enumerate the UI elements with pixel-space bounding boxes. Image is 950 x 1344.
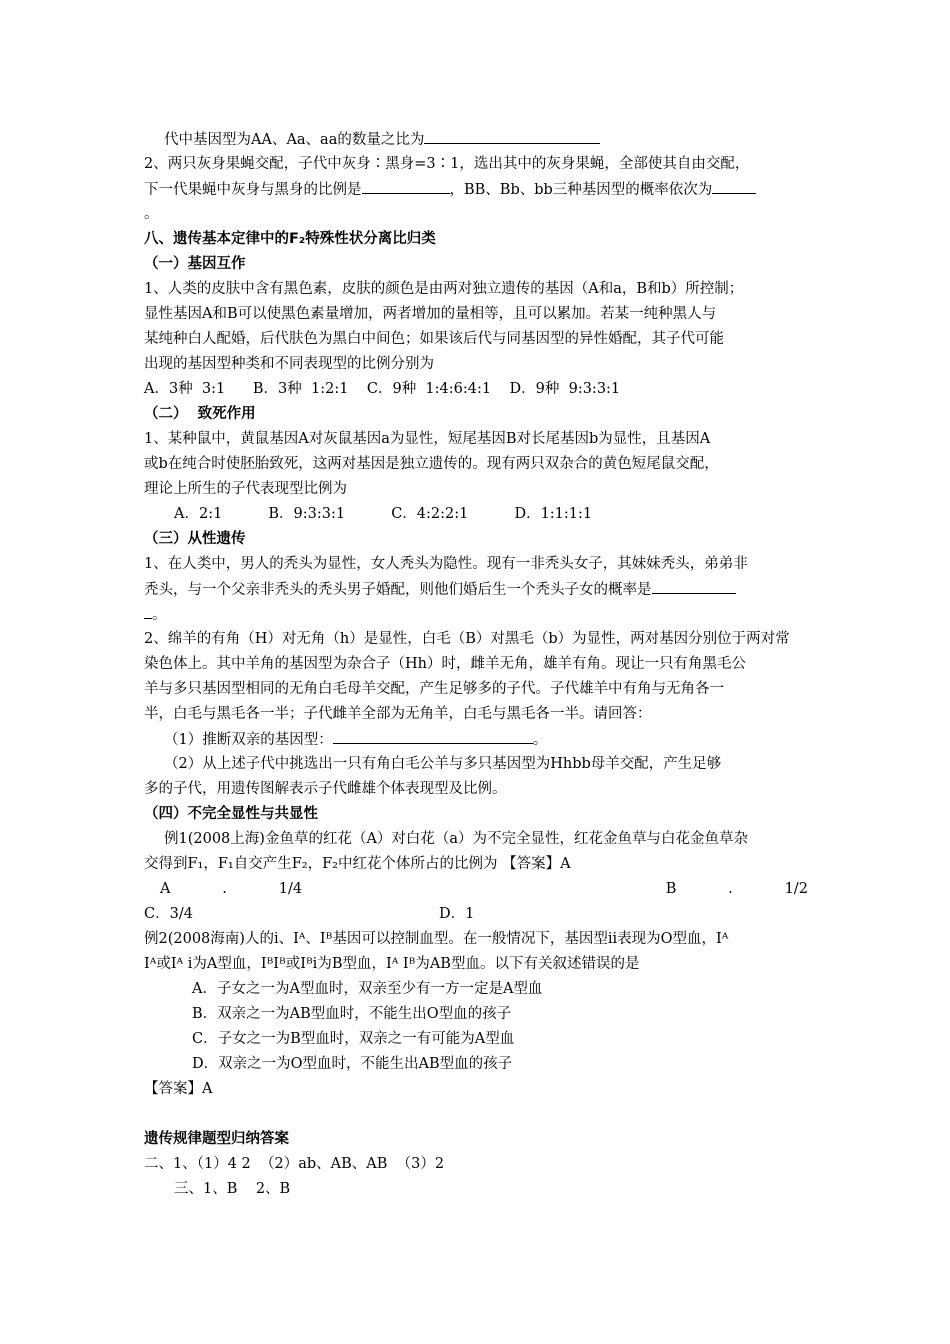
option-c: C．子女之一为B型血时，双亲之一有可能为A型血 — [192, 1031, 515, 1047]
option-d: D．双亲之一为O型血时，不能生出AB型血的孩子 — [192, 1056, 513, 1072]
text-line: （2）从上述子代中挑选出一只有角白毛公羊与多只基因型为Hhbb母羊交配，产生足够 — [164, 756, 722, 772]
answer-line: 二、1、（1）4 2 （2）ab、AB、AB （3）2 — [144, 1156, 445, 1172]
text-line: 例1(2008上海)金鱼草的红花（A）对白花（a）为不完全显性，红花金鱼草与白花金鱼草杂 — [164, 831, 749, 847]
text-line: Iᴬ或Iᴬ i为A型血，IᴮIᴮ或Iᴮi为B型血，Iᴬ Iᴮ为AB型血。以下有关叙述错误的是 — [144, 956, 640, 972]
answer-blank[interactable] — [652, 577, 736, 594]
text-line: 。 — [144, 602, 808, 627]
text-line: 半，白毛与黑毛各一半；子代雌羊全部为无角羊，白毛与黑毛各一半。请回答： — [144, 706, 652, 722]
subsection-heading: （一）基因互作 — [144, 256, 246, 272]
answer-line: 三、1、B 2、B — [174, 1181, 291, 1197]
text-line: 出现的基因型种类和不同表现型的比例分别为 — [144, 356, 434, 372]
text-line: 。 — [144, 206, 159, 222]
text-line: （1）推断双亲的基因型： 。 — [144, 727, 808, 752]
options-line: A . 1/4 B . 1/2 — [160, 881, 808, 897]
answer-blank[interactable] — [333, 727, 533, 744]
answer-blank[interactable] — [144, 602, 152, 619]
options-line: C．3/4 D．1 — [144, 906, 475, 922]
document-page — [144, 127, 808, 1202]
text-line: 羊与多只基因型相同的无角白毛母羊交配，产生足够多的子代。子代雄羊中有角与无角各一 — [144, 681, 724, 697]
options-line: A．2:1 B．9:3:3:1 C．4:2:2:1 D．1:1:1:1 — [174, 506, 593, 522]
text-line: 2、绵羊的有角（H）对无角（h）是显性，白毛（B）对黑毛（b）为显性，两对基因分别位于两对常 — [144, 631, 790, 647]
subsection-heading: （三）从性遗传 — [144, 531, 246, 547]
options-line: A．3种 3:1 B．3种 1:2:1 C．9种 1:4:6:4:1 D．9种 9:3:3:1 — [144, 381, 621, 397]
option-a: A．子女之一为A型血时，双亲至少有一方一定是A型血 — [192, 981, 543, 997]
subsection-heading: （二） 致死作用 — [144, 406, 256, 422]
text-line: 代中基因型为AA、Aa、aa的数量之比为 — [144, 127, 808, 152]
text-line: 显性基因A和B可以使黑色素量增加，两者增加的量相等，且可以累加。若某一纯种黑人与 — [144, 306, 717, 322]
answer-blank[interactable] — [712, 177, 756, 194]
answer-blank[interactable] — [362, 177, 450, 194]
text-line: 下一代果蝇中灰身与黑身的比例是 ，BB、Bb、bb三种基因型的概率依次为 — [144, 177, 808, 202]
text-line: 1、某种鼠中，黄鼠基因A对灰鼠基因a为显性，短尾基因B对长尾基因b为显性，且基因A — [144, 431, 711, 447]
text-line: 某纯种白人配婚，后代肤色为黑白中间色；如果该后代与同基因型的异性婚配，其子代可能 — [144, 331, 724, 347]
answer-line: 【答案】A — [144, 1081, 213, 1097]
text-line: 例2(2008海南)人的i、Iᴬ、Iᴮ基因可以控制血型。在一般情况下，基因型ii表现为O型血，Iᴬ — [144, 931, 729, 947]
option-b: B．双亲之一为AB型血时，不能生出O型血的孩子 — [192, 1006, 512, 1022]
text-line: 1、人类的皮肤中含有黑色素，皮肤的颜色是由两对独立遗传的基因（A和a，B和b）所控制； — [144, 281, 744, 297]
answers-title: 遗传规律题型归纳答案 — [144, 1131, 289, 1147]
text-line: 或b在纯合时使胚胎致死，这两对基因是独立遗传的。现有两只双杂合的黄色短尾鼠交配， — [144, 456, 719, 472]
text-line: 多的子代，用遗传图解表示子代雌雄个体表现型及比例。 — [144, 781, 507, 797]
text-line: 2、两只灰身果蝇交配，子代中灰身∶黑身=3∶1，选出其中的灰身果蝇，全部使其自由交配， — [144, 156, 750, 172]
text-line: 染色体上。其中羊角的基因型为杂合子（Hh）时，雌羊无角，雄羊有角。现让一只有角黑毛公 — [144, 656, 746, 672]
answer-blank[interactable] — [424, 127, 600, 144]
text-line: 秃头，与一个父亲非秃头的秃头男子婚配，则他们婚后生一个秃头子女的概率是 — [144, 577, 808, 602]
subsection-heading: （四）不完全显性与共显性 — [144, 806, 318, 822]
text-line: 1、在人类中，男人的秃头为显性，女人秃头为隐性。现有一非秃头女子，其妹妹秃头，弟弟非 — [144, 556, 748, 572]
section-heading: 八、遗传基本定律中的F₂特殊性状分离比归类 — [144, 231, 436, 247]
text-line: 理论上所生的子代表现型比例为 — [144, 481, 347, 497]
text-line: 交得到F₁，F₁自交产生F₂，F₂中红花个体所占的比例为 【答案】A — [144, 856, 571, 872]
